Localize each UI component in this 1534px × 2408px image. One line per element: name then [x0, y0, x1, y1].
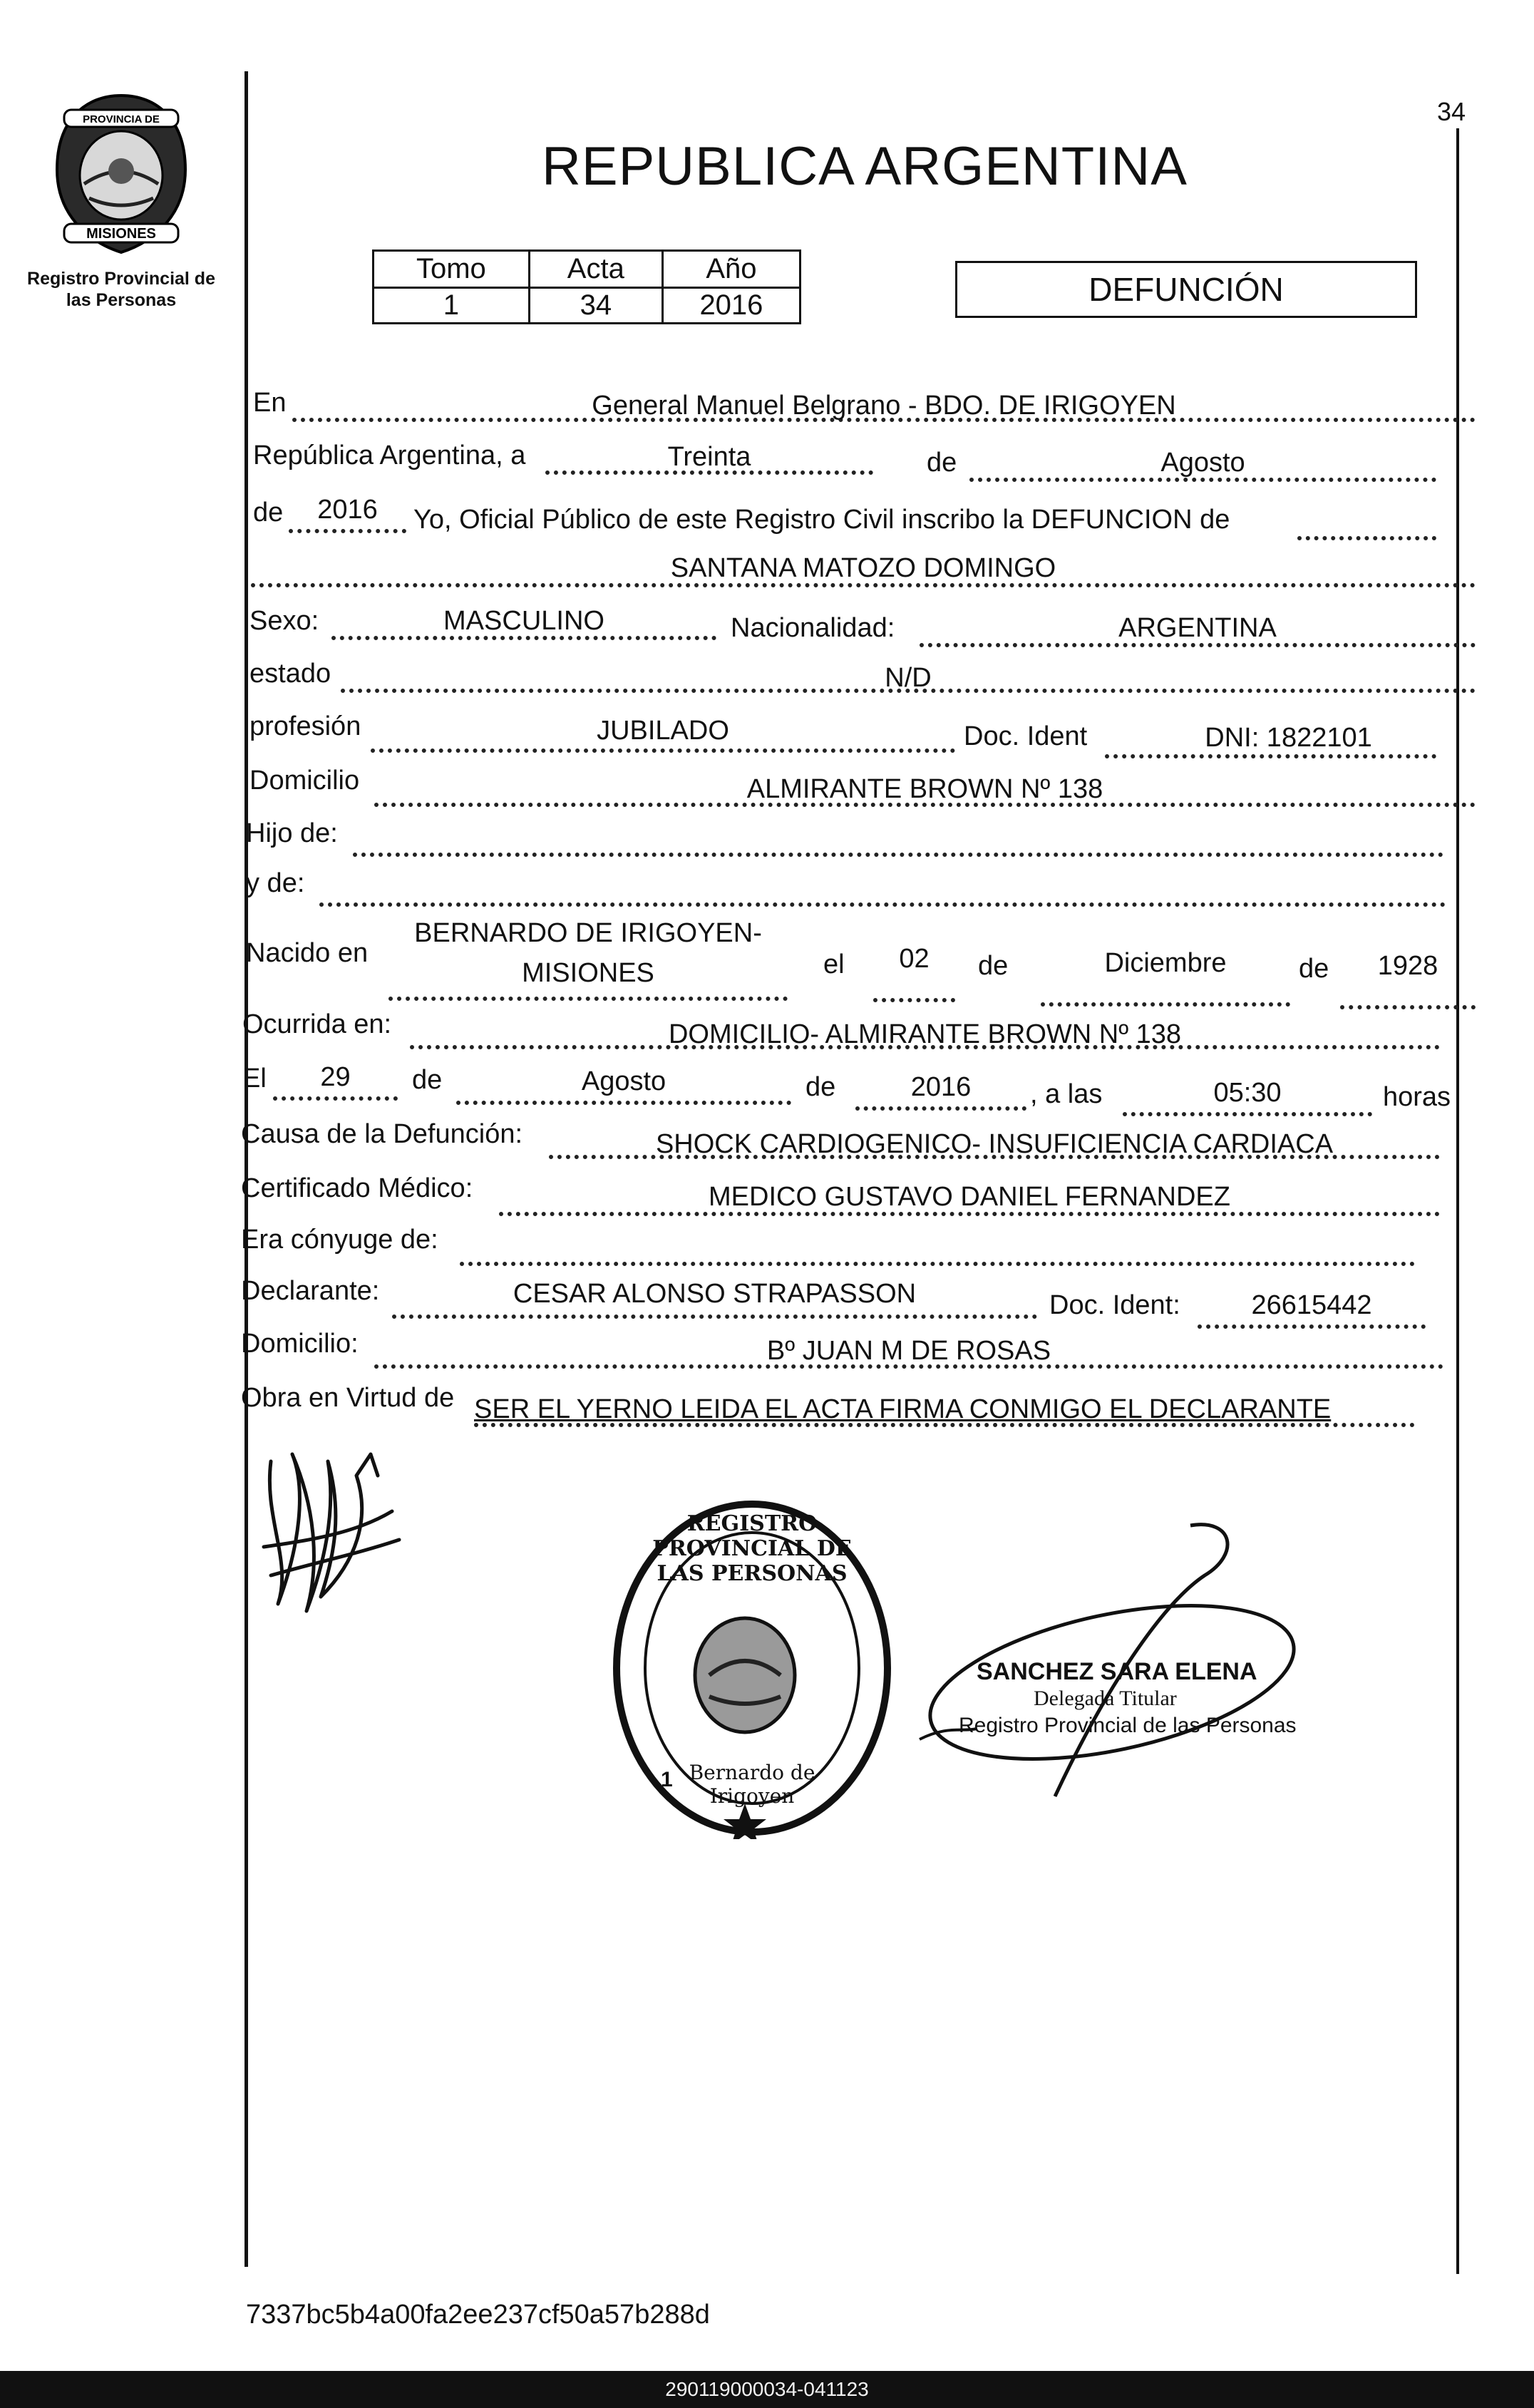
footer-code: 290119000034-041123: [665, 2378, 869, 2400]
official-signature: [905, 1511, 1304, 1804]
death-day-line: [273, 1096, 398, 1101]
decl-domicilio-label: Domicilio:: [241, 1329, 359, 1359]
decl-doc-value: 26615442: [1251, 1290, 1372, 1320]
obra-label: Obra en Virtud de: [241, 1383, 455, 1413]
el2-label: El: [242, 1064, 267, 1094]
y-de-label: y de:: [246, 868, 305, 898]
certificado-label: Certificado Médico:: [241, 1173, 473, 1203]
birth-year-line: [1340, 1005, 1476, 1009]
footer-bar: [0, 2371, 1534, 2408]
profesion-line: [371, 748, 955, 753]
domicilio-label: Domicilio: [249, 766, 360, 796]
profesion-label: profesión: [249, 711, 361, 741]
hijo-line: [353, 853, 1443, 857]
death-de-label-1: de: [412, 1065, 443, 1095]
doc-ident-label: Doc. Ident: [964, 721, 1088, 751]
inscribo-tail-line: [1297, 536, 1436, 540]
act-reference-table: [372, 249, 801, 324]
death-de-label-2: de: [805, 1072, 836, 1102]
domicilio-value: ALMIRANTE BROWN Nº 138: [746, 774, 1103, 804]
official-org: Registro Provincial de las Personas: [959, 1714, 1297, 1737]
causa-label: Causa de la Defunción:: [241, 1119, 523, 1149]
registry-line-1: Registro Provincial de: [27, 269, 215, 289]
sexo-label: Sexo:: [249, 606, 319, 636]
deceased-name: SANTANA MATOZO DOMINGO: [670, 553, 1056, 583]
obra-value: SER EL YERNO LEIDA EL ACTA FIRMA CONMIGO EL DECLARANTE: [474, 1394, 1332, 1424]
death-year-line: [855, 1106, 1026, 1111]
year-value: 2016: [317, 495, 378, 525]
province-crest-logo: [50, 91, 192, 257]
acta-value: 34: [529, 288, 662, 324]
sexo-value: MASCULINO: [443, 606, 604, 636]
birth-month: Diciembre: [1104, 948, 1227, 978]
en-label: En: [253, 388, 287, 418]
svg-text:MISIONES: MISIONES: [86, 226, 156, 242]
estado-label: estado: [249, 659, 331, 689]
birth-month-line: [1041, 1002, 1290, 1007]
republica-label: República Argentina, a: [253, 441, 526, 470]
doc-ident-line: [1105, 754, 1436, 758]
conyuge-label: Era cónyuge de:: [241, 1225, 438, 1255]
profesion-value: JUBILADO: [597, 716, 729, 746]
nacionalidad-line: [920, 643, 1476, 647]
declarante-line: [392, 1314, 1037, 1319]
anio-header: Año: [662, 251, 800, 288]
document-title: REPUBLICA ARGENTINA: [542, 136, 1188, 197]
certificado-value: MEDICO GUSTAVO DANIEL FERNANDEZ: [709, 1182, 1230, 1212]
death-month: Agosto: [581, 1066, 666, 1096]
nacionalidad-value: ARGENTINA: [1118, 613, 1277, 643]
de-label-1: de: [927, 448, 957, 478]
death-month-line: [456, 1101, 791, 1105]
official-title: Delegada Titular: [1034, 1687, 1177, 1710]
nacido-value-line-2: MISIONES: [522, 958, 654, 988]
record-type: DEFUNCIÓN: [1088, 271, 1284, 308]
nacido-label: Nacido en: [246, 938, 369, 968]
de-label-2: de: [253, 498, 284, 528]
tomo-header: Tomo: [374, 251, 530, 288]
nacido-value-line-1: BERNARDO DE IRIGOYEN-: [414, 918, 762, 948]
doc-ident-value: DNI: 1822101: [1205, 723, 1372, 753]
right-margin-line: [1456, 128, 1459, 2274]
year-line: [289, 529, 406, 533]
decl-doc-line: [1198, 1324, 1426, 1329]
month-line: [969, 478, 1436, 482]
decl-doc-label: Doc. Ident:: [1049, 1290, 1180, 1320]
name-line: [251, 583, 1476, 587]
stamp-outer-text: REGISTRO PROVINCIAL DE LAS PERSONAS: [652, 1511, 852, 1586]
estado-value: N/D: [885, 663, 932, 693]
el-label: el: [823, 950, 845, 979]
official-stamp: [609, 1497, 895, 1839]
nacionalidad-label: Nacionalidad:: [731, 613, 895, 643]
declarante-label: Declarante:: [241, 1276, 380, 1306]
death-day: 29: [320, 1062, 351, 1092]
svg-text:PROVINCIA DE: PROVINCIA DE: [83, 113, 160, 125]
record-type-box: [955, 261, 1417, 318]
document-hash: 7337bc5b4a00fa2ee237cf50a57b288d: [246, 2300, 710, 2330]
death-time: 05:30: [1213, 1078, 1282, 1108]
acta-header: Acta: [529, 251, 662, 288]
inscribo-text: Yo, Oficial Público de este Registro Civil inscribo la DEFUNCION de: [413, 505, 1230, 535]
sexo-line: [331, 636, 716, 640]
causa-value: SHOCK CARDIOGENICO- INSUFICIENCIA CARDIACA: [655, 1129, 1334, 1159]
ocurrida-label: Ocurrida en:: [242, 1009, 392, 1039]
month-value: Agosto: [1160, 448, 1245, 478]
registry-line-2: las Personas: [66, 290, 177, 310]
declarant-signature: [249, 1433, 406, 1625]
en-value: General Manuel Belgrano - BDO. DE IRIGOYEN: [592, 391, 1176, 421]
death-year: 2016: [910, 1072, 972, 1102]
birth-de-label-1: de: [978, 951, 1009, 981]
registry-name: [14, 268, 228, 311]
hijo-label: Hijo de:: [246, 818, 338, 848]
stamp-number: 1: [661, 1768, 673, 1791]
birth-year: 1928: [1377, 951, 1438, 981]
left-margin-line: [244, 71, 248, 2267]
horas-label: horas: [1383, 1082, 1451, 1112]
tomo-value: 1: [374, 288, 530, 324]
conyuge-line: [460, 1262, 1415, 1266]
a-las-label: , a las: [1030, 1079, 1103, 1109]
birth-day: 02: [899, 944, 930, 974]
decl-domicilio-value: Bº JUAN M DE ROSAS: [766, 1336, 1051, 1366]
y-de-line: [319, 902, 1446, 907]
certificado-line: [499, 1212, 1440, 1216]
nacido-line: [388, 997, 788, 1001]
declarante-value: CESAR ALONSO STRAPASSON: [513, 1279, 917, 1309]
anio-value: 2016: [662, 288, 800, 324]
death-time-line: [1123, 1112, 1372, 1116]
birth-day-line: [873, 998, 955, 1002]
stamp-inner-text: Bernardo de Irigoyen: [689, 1761, 815, 1808]
page-number: 34: [1437, 97, 1466, 126]
official-name: SANCHEZ SARA ELENA: [977, 1658, 1257, 1685]
ocurrida-value: DOMICILIO- ALMIRANTE BROWN Nº 138: [668, 1019, 1182, 1049]
day-value: Treinta: [667, 442, 751, 472]
birth-de-label-2: de: [1299, 954, 1329, 984]
